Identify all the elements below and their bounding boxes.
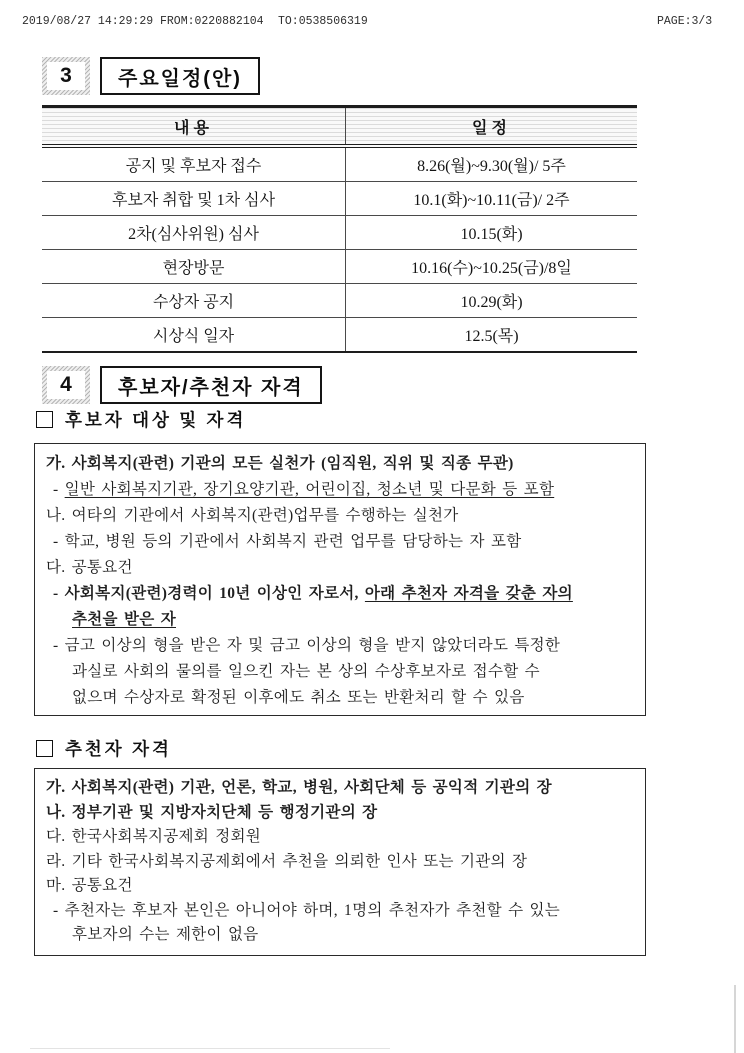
candidate-subheading-label: 후보자 대상 및 자격 — [65, 410, 247, 430]
cell-schedule: 12.5(목) — [464, 328, 519, 345]
section-4-number-badge: 4 — [42, 366, 90, 404]
text-segment: - 추천자는 후보자 본인은 아니어야 하며, 1명의 추천자가 추천할 수 있는 — [53, 901, 561, 919]
fax-page-indicator: PAGE:3/3 — [657, 15, 713, 28]
text-line — [46, 850, 634, 875]
candidate-qualification-box — [34, 443, 646, 716]
cell-content: 현장방문 — [42, 250, 346, 283]
cell-content: 수상자 공지 — [42, 284, 346, 317]
fax-datetime: 2019/08/27 14:29:29 — [22, 15, 154, 28]
schedule-table — [42, 105, 637, 353]
square-bullet-icon — [36, 740, 53, 757]
cell-content: 후보자 취합 및 1차 심사 — [42, 182, 346, 215]
text-segment: - 사회복지(관련)경력이 10년 이상인 자로서, — [53, 585, 365, 602]
schedule-table-header — [42, 108, 637, 148]
text-line — [46, 874, 634, 899]
text-line — [46, 633, 634, 659]
text-segment: 과실로 사회의 물의를 일으킨 자는 본 상의 수상후보자로 접수할 수 — [72, 663, 540, 680]
cell-schedule: 10.1(화)~10.11(금)/ 2주 — [413, 192, 570, 209]
section-4-header — [42, 366, 322, 404]
text-segment: 나. 정부기관 및 지방자치단체 등 행정기관의 장 — [46, 803, 378, 821]
text-line — [46, 555, 634, 581]
text-segment: 추천을 받은 자 — [72, 611, 176, 628]
cell-schedule: 10.15(화) — [460, 226, 523, 243]
cell-content: 시상식 일자 — [42, 318, 346, 351]
cell-schedule: 8.26(월)~9.30(월)/ 5주 — [417, 158, 566, 175]
recommender-qualification-box — [34, 768, 646, 956]
recommender-subheading-label: 추천자 자격 — [65, 739, 172, 759]
text-line — [46, 581, 634, 607]
fax-from-number: FROM:0220882104 — [160, 15, 264, 28]
text-segment: 일반 사회복지기관, 장기요양기관, 어린이집, 청소년 및 다문화 등 포함 — [64, 481, 555, 498]
fax-to-number: TO:0538506319 — [278, 15, 368, 28]
text-segment: - — [53, 481, 65, 498]
section-4-title: 후보자/추천자 자격 — [100, 366, 322, 404]
text-line — [46, 801, 634, 826]
table-row — [42, 284, 637, 318]
section-3-title: 주요일정(안) — [100, 57, 260, 95]
text-line — [46, 529, 634, 555]
text-line — [46, 477, 634, 503]
table-row — [42, 148, 637, 182]
text-segment: 라. 기타 한국사회복지공제회에서 추천을 의뢰한 인사 또는 기관의 장 — [46, 852, 528, 870]
table-row — [42, 216, 637, 250]
cell-content: 공지 및 후보자 접수 — [42, 148, 346, 181]
column-header-schedule: 일정 — [472, 119, 511, 137]
text-segment: 아래 추천자 자격을 갖춘 자의 — [364, 585, 573, 602]
text-segment: 마. 공통요건 — [46, 877, 133, 894]
scan-edge-artifact-horizontal — [30, 1048, 390, 1049]
table-row — [42, 182, 637, 216]
text-segment: 가. 사회복지(관련) 기관의 모든 실천가 (임직원, 직위 및 직종 무관) — [46, 455, 514, 472]
text-segment: 없으며 수상자로 확정된 이후에도 취소 또는 반환처리 할 수 있음 — [72, 689, 525, 706]
text-segment: 후보자의 수는 제한이 없음 — [72, 926, 259, 943]
table-row — [42, 250, 637, 284]
candidate-subheading — [36, 407, 246, 432]
column-header-content: 내용 — [42, 108, 346, 144]
text-segment: - 학교, 병원 등의 기관에서 사회복지 관련 업무를 담당하는 자 포함 — [53, 533, 522, 550]
text-segment: - 금고 이상의 형을 받은 자 및 금고 이상의 형을 받지 않았더라도 특정한 — [53, 637, 561, 654]
section-3-header — [42, 57, 260, 95]
text-line — [46, 923, 634, 948]
text-line — [46, 451, 634, 477]
text-line — [46, 503, 634, 529]
text-line — [46, 685, 634, 711]
recommender-subheading — [36, 736, 172, 761]
text-segment: 다. 한국사회복지공제회 정회원 — [46, 828, 262, 845]
text-line — [46, 776, 634, 801]
text-line — [46, 659, 634, 685]
scan-edge-artifact-vertical — [734, 985, 736, 1053]
cell-schedule: 10.29(화) — [460, 294, 523, 311]
cell-content: 2차(심사위원) 심사 — [42, 216, 346, 249]
table-row — [42, 318, 637, 351]
text-segment: 나. 여타의 기관에서 사회복지(관련)업무를 수행하는 실천가 — [46, 507, 459, 524]
schedule-table-body — [42, 148, 637, 351]
section-3-number-badge: 3 — [42, 57, 90, 95]
text-segment: 다. 공통요건 — [46, 559, 133, 576]
cell-schedule: 10.16(수)~10.25(금)/8일 — [411, 260, 572, 277]
square-bullet-icon — [36, 411, 53, 428]
text-line — [46, 607, 634, 633]
text-line — [46, 825, 634, 850]
text-line — [46, 899, 634, 924]
fax-header — [0, 15, 744, 31]
text-segment: 가. 사회복지(관련) 기관, 언론, 학교, 병원, 사회단체 등 공익적 기관의 장 — [46, 779, 552, 796]
